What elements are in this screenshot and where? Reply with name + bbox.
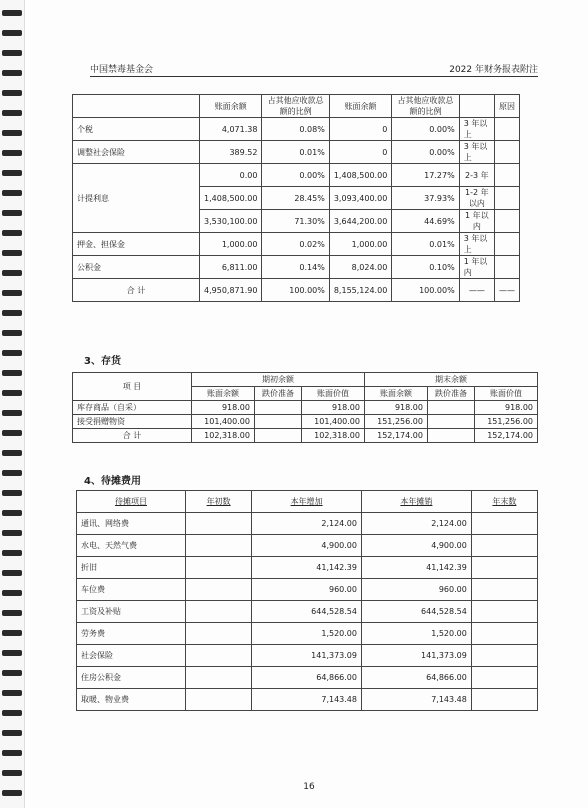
cell: 644,528.54 <box>252 601 362 623</box>
header-cell: 账面价值 <box>302 387 365 401</box>
binding-ring <box>2 430 22 436</box>
binding-ring <box>2 750 22 756</box>
cell: 4,900.00 <box>361 535 471 557</box>
binding-ring <box>2 70 22 76</box>
binding-ring <box>2 130 22 136</box>
cell: 1-2 年以内 <box>459 187 494 210</box>
table-row <box>73 415 538 429</box>
binding-ring <box>2 630 22 636</box>
cell: 960.00 <box>252 579 362 601</box>
cell: 0.10% <box>392 256 459 279</box>
cell: 8,155,124.00 <box>329 279 391 302</box>
cell: 0.08% <box>262 118 329 141</box>
binding-ring <box>2 730 22 736</box>
cell: 918.00 <box>192 401 255 415</box>
cell: 100.00% <box>262 279 329 302</box>
cell: 918.00 <box>302 401 365 415</box>
binding-ring <box>2 510 22 516</box>
page-number: 16 <box>303 782 315 792</box>
table-row <box>77 623 538 645</box>
binding-ring <box>2 450 22 456</box>
cell: 44.69% <box>392 210 459 233</box>
cell: 100.00% <box>392 279 459 302</box>
cell <box>494 187 519 210</box>
section-title-inventory: 3、存货 <box>84 356 121 367</box>
row-label: 接受捐赠物资 <box>73 415 192 429</box>
binding-ring <box>2 290 22 296</box>
cell: —— <box>494 279 519 302</box>
binding-ring <box>2 330 22 336</box>
other-receivables-table <box>72 94 520 302</box>
cell: 102,318.00 <box>302 429 365 443</box>
cell <box>186 601 252 623</box>
binding-ring <box>2 390 22 396</box>
cell <box>471 535 537 557</box>
cell <box>471 601 537 623</box>
table-header-row <box>73 373 538 387</box>
binding-ring <box>2 10 22 16</box>
cell: 960.00 <box>361 579 471 601</box>
binding-ring <box>2 110 22 116</box>
table-row <box>77 579 538 601</box>
cell: 2-3 年 <box>459 164 494 187</box>
cell <box>471 689 537 711</box>
header-cell: 账面余额 <box>364 387 427 401</box>
row-label: 计提利息 <box>73 164 200 233</box>
header-cell: 占其他应收款总额的比例 <box>392 95 459 118</box>
cell: 7,143.48 <box>252 689 362 711</box>
cell: —— <box>459 279 494 302</box>
table-row <box>77 513 538 535</box>
cell: 1,408,500.00 <box>329 164 391 187</box>
cell <box>471 623 537 645</box>
row-label: 折旧 <box>77 557 186 579</box>
total-row <box>73 429 538 443</box>
cell: 1,000.00 <box>329 233 391 256</box>
binding-ring <box>2 790 22 796</box>
cell <box>186 579 252 601</box>
spiral-binding <box>0 0 25 808</box>
table-row <box>73 164 520 187</box>
header-cell: 账面余额 <box>192 387 255 401</box>
cell: 0.02% <box>262 233 329 256</box>
cell <box>427 429 474 443</box>
cell: 918.00 <box>364 401 427 415</box>
header-cell: 年末数 <box>471 491 537 513</box>
page-header <box>90 60 538 77</box>
cell <box>471 645 537 667</box>
prepaid-expenses-table <box>76 490 538 711</box>
header-cell <box>73 95 200 118</box>
table-row <box>73 233 520 256</box>
cell <box>494 118 519 141</box>
cell: 41,142.39 <box>252 557 362 579</box>
cell: 41,142.39 <box>361 557 471 579</box>
binding-ring <box>2 210 22 216</box>
cell: 151,256.00 <box>475 415 538 429</box>
cell: 0.00 <box>200 164 262 187</box>
cell: 6,811.00 <box>200 256 262 279</box>
header-cell <box>459 95 494 118</box>
document-page <box>30 0 588 808</box>
table-row <box>73 401 538 415</box>
report-title: 2022 年财务报表附注 <box>449 65 538 75</box>
cell: 389.52 <box>200 141 262 164</box>
cell: 17.27% <box>392 164 459 187</box>
header-cell: 期初余额 <box>192 373 365 387</box>
binding-ring <box>2 470 22 476</box>
binding-ring <box>2 670 22 676</box>
cell: 141,373.09 <box>252 645 362 667</box>
binding-ring <box>2 250 22 256</box>
cell: 101,400.00 <box>302 415 365 429</box>
cell: 1,520.00 <box>361 623 471 645</box>
header-cell: 期末余额 <box>364 373 537 387</box>
cell <box>186 645 252 667</box>
cell <box>254 415 301 429</box>
cell: 151,256.00 <box>364 415 427 429</box>
cell: 0 <box>329 141 391 164</box>
table-row <box>77 535 538 557</box>
cell <box>427 401 474 415</box>
row-label: 劳务费 <box>77 623 186 645</box>
cell: 101,400.00 <box>192 415 255 429</box>
binding-ring <box>2 410 22 416</box>
binding-ring <box>2 310 22 316</box>
table-row <box>77 557 538 579</box>
cell <box>494 141 519 164</box>
header-cell: 跌价准备 <box>254 387 301 401</box>
binding-ring <box>2 30 22 36</box>
header-cell: 年初数 <box>186 491 252 513</box>
cell <box>186 689 252 711</box>
binding-ring <box>2 710 22 716</box>
cell: 4,071.38 <box>200 118 262 141</box>
row-label: 公积金 <box>73 256 200 279</box>
organization-name: 中国禁毒基金会 <box>90 65 154 75</box>
cell: 3 年以上 <box>459 233 494 256</box>
cell: 8,024.00 <box>329 256 391 279</box>
row-label: 工资及补贴 <box>77 601 186 623</box>
table-header-row <box>77 491 538 513</box>
row-label: 车位费 <box>77 579 186 601</box>
header-cell: 账面价值 <box>475 387 538 401</box>
header-cell: 跌价准备 <box>427 387 474 401</box>
cell <box>186 623 252 645</box>
cell: 28.45% <box>262 187 329 210</box>
binding-ring <box>2 770 22 776</box>
binding-ring <box>2 350 22 356</box>
row-label: 水电、天然气费 <box>77 535 186 557</box>
table-row <box>77 667 538 689</box>
cell: 7,143.48 <box>361 689 471 711</box>
binding-ring <box>2 170 22 176</box>
cell <box>186 667 252 689</box>
cell: 64,866.00 <box>361 667 471 689</box>
table-row <box>77 601 538 623</box>
header-cell: 原因 <box>494 95 519 118</box>
cell: 2,124.00 <box>252 513 362 535</box>
binding-ring <box>2 550 22 556</box>
row-label: 个税 <box>73 118 200 141</box>
cell: 2,124.00 <box>361 513 471 535</box>
binding-ring <box>2 90 22 96</box>
cell: 1 年以内 <box>459 256 494 279</box>
binding-ring <box>2 590 22 596</box>
header-cell: 本年摊销 <box>361 491 471 513</box>
cell: 3,093,400.00 <box>329 187 391 210</box>
row-label: 押金、担保金 <box>73 233 200 256</box>
cell <box>471 667 537 689</box>
table-header-row <box>73 95 520 118</box>
cell: 0.00% <box>262 164 329 187</box>
cell: 3,530,100.00 <box>200 210 262 233</box>
cell: 0 <box>329 118 391 141</box>
cell: 4,950,871.90 <box>200 279 262 302</box>
row-label: 通讯、网络费 <box>77 513 186 535</box>
cell: 102,318.00 <box>192 429 255 443</box>
row-label: 住房公积金 <box>77 667 186 689</box>
table-row <box>73 141 520 164</box>
cell <box>471 579 537 601</box>
cell: 0.01% <box>262 141 329 164</box>
cell <box>254 401 301 415</box>
section-title-prepaid: 4、待摊费用 <box>84 476 141 487</box>
cell: 0.00% <box>392 141 459 164</box>
table-row <box>73 256 520 279</box>
inventory-table <box>72 372 538 443</box>
row-label: 取暖、物业费 <box>77 689 186 711</box>
header-cell: 待摊项目 <box>77 491 186 513</box>
cell: 141,373.09 <box>361 645 471 667</box>
binding-ring <box>2 50 22 56</box>
row-label: 合 计 <box>73 279 200 302</box>
binding-ring <box>2 610 22 616</box>
row-label: 合 计 <box>73 429 192 443</box>
cell: 1,520.00 <box>252 623 362 645</box>
cell: 3,644,200.00 <box>329 210 391 233</box>
cell: 3 年以上 <box>459 118 494 141</box>
row-label: 库存商品（自采） <box>73 401 192 415</box>
binding-ring <box>2 190 22 196</box>
cell: 644,528.54 <box>361 601 471 623</box>
binding-ring <box>2 650 22 656</box>
header-cell: 本年增加 <box>252 491 362 513</box>
cell <box>186 513 252 535</box>
cell <box>471 513 537 535</box>
row-label: 社会保险 <box>77 645 186 667</box>
binding-ring <box>2 690 22 696</box>
binding-ring <box>2 150 22 156</box>
cell: 1 年以内 <box>459 210 494 233</box>
binding-ring <box>2 490 22 496</box>
cell: 152,174.00 <box>364 429 427 443</box>
cell: 1,000.00 <box>200 233 262 256</box>
cell: 0.14% <box>262 256 329 279</box>
binding-ring <box>2 530 22 536</box>
table-row <box>77 645 538 667</box>
cell: 71.30% <box>262 210 329 233</box>
cell <box>494 210 519 233</box>
header-cell: 账面余额 <box>329 95 391 118</box>
cell: 37.93% <box>392 187 459 210</box>
cell <box>254 429 301 443</box>
table-row <box>73 118 520 141</box>
cell <box>494 164 519 187</box>
table-row <box>77 689 538 711</box>
cell <box>427 415 474 429</box>
cell <box>186 557 252 579</box>
cell: 0.01% <box>392 233 459 256</box>
binding-ring <box>2 570 22 576</box>
cell: 3 年以上 <box>459 141 494 164</box>
cell <box>494 256 519 279</box>
header-cell: 项 目 <box>73 373 192 401</box>
cell: 4,900.00 <box>252 535 362 557</box>
total-row <box>73 279 520 302</box>
cell <box>471 557 537 579</box>
cell: 64,866.00 <box>252 667 362 689</box>
row-label: 调整社会保险 <box>73 141 200 164</box>
cell <box>494 233 519 256</box>
cell: 152,174.00 <box>475 429 538 443</box>
header-cell: 占其他应收款总额的比例 <box>262 95 329 118</box>
cell <box>186 535 252 557</box>
binding-ring <box>2 230 22 236</box>
cell: 1,408,500.00 <box>200 187 262 210</box>
binding-ring <box>2 270 22 276</box>
cell: 0.00% <box>392 118 459 141</box>
cell: 918.00 <box>475 401 538 415</box>
header-cell: 账面余额 <box>200 95 262 118</box>
binding-ring <box>2 370 22 376</box>
